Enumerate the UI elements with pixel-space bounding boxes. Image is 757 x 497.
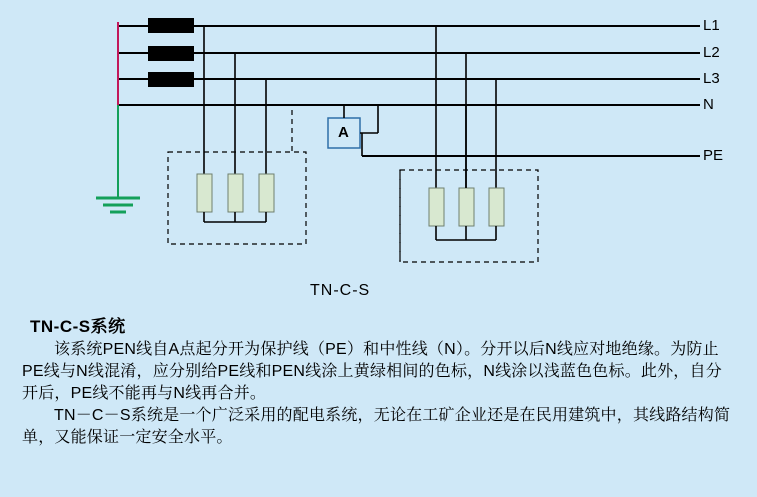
rail-label-n: N [703, 96, 714, 113]
source-windings [148, 18, 194, 87]
article-paragraph-1: 该系统PEN线自A点起分开为保护线（PE）和中性线（N）。分开以后N线应对地绝缘。为防止PE线与N线混淆，应分别给PE线和PEN线涂上黄绿相间的色标，N线涂以浅蓝色色标。此外，自分开后，PE线不能再与N线再合并。 [22, 341, 722, 402]
rail-label-pe: PE [703, 147, 724, 164]
article-text [22, 312, 737, 449]
rail-label-l3: L3 [703, 70, 720, 87]
rail-lines [118, 26, 700, 156]
article-paragraph-2: TN－C－S系统是一个广泛采用的配电系统，无论在工矿企业还是在民用建筑中，其线路结构简单，又能保证一定安全水平。 [22, 407, 731, 446]
article-heading: TN-C-S系统 [30, 317, 126, 336]
earth-conductor [96, 105, 140, 212]
right-load-group [400, 26, 538, 262]
split-point-a [328, 105, 378, 156]
rail-label-l2: L2 [703, 44, 720, 61]
rail-label-l1: L1 [703, 17, 720, 34]
diagram-caption: TN-C-S [310, 282, 371, 299]
split-point-a-label: A [338, 124, 349, 141]
